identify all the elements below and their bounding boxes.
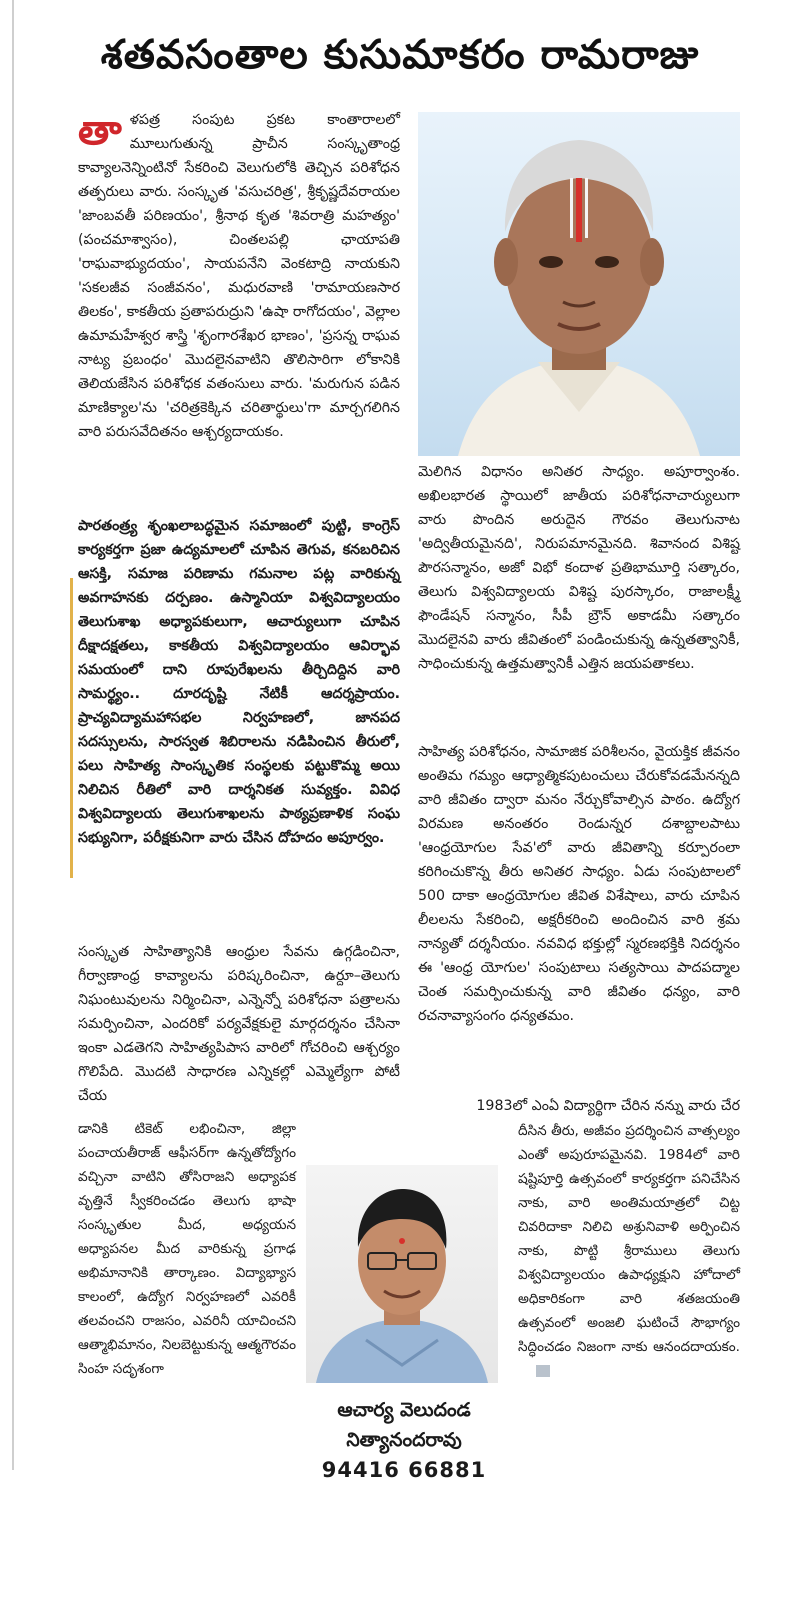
right-column-mid <box>418 740 740 1028</box>
quote-rule <box>70 578 73 878</box>
author-title: ఆచార్య వెలుదండ <box>337 1399 471 1421</box>
right-column <box>418 460 740 676</box>
right-column-narrow <box>518 1119 740 1383</box>
intro-paragraph <box>78 108 400 444</box>
memory-intro: 1983లో ఎంఏ విద్యార్థిగా చేరిన నన్ను వారు చేర <box>476 1098 740 1114</box>
memory-text: దీసిన తీరు, అజీవం ప్రదర్శించిన వాత్సల్యం ఎంతో అపురూపమైనవి. 1984లో వారి షష్టిపూర్తి ఉత్సవంలో కార్యకర్తగా పనిచేసిన నాకు, వారి అంతిమయాత్రలో చిట్ట చివరిదాకా నిలిచి అశ్రునివాళి అర్పించిన నాకు, పొట్టి శ్రీరాములు తెలుగు విశ్వవిద్యాలయం ఉపాధ్యక్షుని హోదాలో అధికారికంగా వారి శతజయంతి ఉత్సవంలో అంజలి ఘటించే సౌభాగ్యం సిద్ధించడం నిజంగా నాకు ఆనందదాయకం. <box>518 1123 740 1355</box>
memory-paragraph <box>518 1119 740 1383</box>
career-paragraph: పారతంత్ర్య శృంఖలాబద్ధమైన సమాజంలో పుట్టి, కాంగ్రెస్ కార్యకర్తగా ప్రజా ఉద్యమాలలో చూపిన తెగువ, కనబరిచిన ఆసక్తి, సమాజ పరిణామ గమనాల పట్ల వారికున్న అవగాహనకు దర్పణం. ఉస్మానియా విశ్వవిద్యాలయం తెలుగుశాఖ అధ్యాపకులుగా, ఆచార్యులుగా చూపిన దీక్షాదక్షతలు, కాకతీయ విశ్వవిద్యాలయం ఆవిర్భావ సమయంలో దాని రూపురేఖలను తీర్చిదిద్దిన వారి సామర్థ్యం.. దూరదృష్టి నేటికీ ఆదర్శప్రాయం. ప్రాచ్యవిద్యామహాసభల నిర్వహణలో, జానపద సదస్సులను, సారస్వత శిబిరాలను నడిపించిన తీరులో, పలు సాహిత్య సాంస్కృతిక సంస్థలకు పట్టుకొమ్మ అయి నిలిచిన రీతిలో వారి దార్శనికత సువ్యక్తం. వివిధ విశ్వవిద్యాలయ తెలుగుశాఖలను పాఠ్యప్రణాళిక సంఘ సభ్యునిగా, పరీక్షకునిగా వారు చేసిన దోహదం అపూర్వం. <box>78 518 400 846</box>
author-photo <box>306 1165 498 1383</box>
left-column-bold <box>78 514 400 850</box>
portrait-ramaraju-icon <box>418 112 740 456</box>
drop-cap: తా <box>78 108 122 154</box>
headline: శతవసంతాల కుసుమాకరం రామరాజు <box>100 32 700 78</box>
honours-paragraph: మెలిగిన విధానం అనితర సాధ్యం. అపూర్వాంశం. అఖిలభారత స్థాయిలో జాతీయ పరిశోధనాచార్యులుగా వారు పొందిన అరుదైన గౌరవం తెలుగునాట 'అద్వితీయమైనది', నిరుపమానమైనది. శివానంద విశిష్ట పౌరసన్మానం, అజో విభో కందాళ ప్రతిభామూర్తి సత్కారం, తెలుగు విశ్వవిద్యాలయ విశిష్ట పురస్కారం, రాజాలక్ష్మీ ఫౌండేషన్ సన్మానం, సీపీ బ్రౌన్ అకాడమీ సత్కారం మొదలైనవి వారు జీవితంలో పండించుకున్న ఉన్నతత్వానికీ, సాధించుకున్న ఉత్తమత్వానికీ ఎత్తిన జయపతాకలు. <box>418 464 740 672</box>
left-column <box>78 108 400 444</box>
left-column-narrow <box>78 1117 296 1381</box>
page-edge <box>12 0 14 1470</box>
yogis-paragraph: సాహిత్య పరిశోధనం, సామాజిక పరిశీలనం, వైయక్తిక జీవనం అంతిమ గమ్యం ఆధ్యాత్మికపుటంచులు చేరుకోవడమేనన్నది వారి జీవితం ద్వారా మనం నేర్చుకోవాల్సిన పాఠం. ఉద్యోగ విరమణ అనంతరం రెండున్నర దశాబ్దాలపాటు 'ఆంధ్రయోగుల సేవ'లో వారు జీవితాన్ని కర్పూరంలా కరిగించుకొన్న తీరు అనితర సాధ్యం. ఏడు సంపుటాలలో 500 దాకా ఆంధ్రయోగుల జీవిత విశేషాలు, వారు చూపిన లీలలను సేకరించి, అక్షరీకరించి అందించిన వారి శ్రమ నాన్యతో దర్శనీయం. నవవిధ భక్తుల్లో స్మరణభక్తికి నిదర్శనం ఈ 'ఆంధ్ర యోగుల' సంపుటాలు సత్యసాయి పాదపద్మాల చెంత సమర్పించుకున్న వారి జీవితం ధన్యం, వారి రచనావ్యాసంగం ధన్యతమం. <box>418 744 740 1024</box>
scholarship-paragraph: సంస్కృత సాహిత్యానికి ఆంధ్రుల సేవను ఉగ్గడించినా, గీర్వాణాంధ్ర కావ్యాలను పరిష్కరించినా, ఉర్దూ–తెలుగు నిఘంటువులను నిర్మించినా, ఎన్నెన్నో పరిశోధనా పత్రాలను సమర్పించినా, ఎందరికో పర్యవేక్షకులై మార్గదర్శనం చేసినా ఇంకా ఎడతెగని సాహిత్యపిపాస వారిలో గోచరించి ఆశ్చర్యం గొలిపేది. మొదటి సాధారణ ఎన్నికల్లో ఎమ్మెల్యేగా పోటీ చేయ <box>78 944 400 1104</box>
author-photo-icon <box>306 1165 498 1383</box>
dedication-paragraph: డానికి టికెట్ లభించినా, జిల్లా పంచాయతీరాజ్ ఆఫీసర్‌గా ఉన్నతోద్యోగం వచ్చినా వాటిని తోసిరాజని అధ్యాపక వృత్తినే స్వీకరించడం తెలుగు భాషా సంస్కృతుల మీద, అధ్యయన అధ్యాపనల మీద వారికున్న ప్రగాఢ అభిమానానికి తార్కాణం. విద్యాభ్యాస కాలంలో, ఉద్యోగ నిర్వహణలో ఎవరికీ తలవంచని రాజసం, ఎవరినీ యాచించని ఆత్మాభిమానం, నిలబెట్టుకున్న ఆత్మగౌరవం సింహ సదృశంగా <box>78 1121 296 1377</box>
portrait-ramaraju <box>418 112 740 456</box>
author-phone: 94416 66881 <box>321 1458 487 1482</box>
right-column-lower <box>426 1094 740 1118</box>
author-name: నిత్యానందరావు <box>346 1429 462 1451</box>
end-mark-icon <box>536 1365 550 1377</box>
left-column-lower <box>78 940 400 1108</box>
author-byline <box>306 1395 502 1485</box>
intro-text: ళపత్ర సంపుట ప్రకట కాంతారాలలో మూలుగుతున్న ప్రాచీన సంస్కృతాంధ్ర కావ్యాలనెన్నింటినో సేకరించి వెలుగులోకి తెచ్చిన పరిశోధన తత్పరులు వారు. సంస్కృత 'వసుచరిత్ర', శ్రీకృష్ణదేవరాయల 'జాంబవతీ పరిణయం', శ్రీనాథ కృత 'శివరాత్రి మహత్యం' (పంచమాశ్వాసం), చింతలపల్లి ఛాయాపతి 'రాఘవాభ్యుదయం', సాయపనేని వెంకటాద్రి నాయకుని 'సకలజీవ సంజీవనం', మధురవాణి 'రామాయణసార తిలకం', కాకతీయ ప్రతాపరుద్రుని 'ఉషా రాగోదయం', వెల్లాల ఉమామహేశ్వర శాస్త్రి 'శృంగారశేఖర భాణం', 'ప్రసన్న రాఘవ నాట్య ప్రబంధం' మొదలైనవాటిని తొలిసారిగా లోకానికి తెలియజేసిన పరిశోధక వతంసులు వారు. 'మరుగున పడిన మాణిక్యాల'ను 'చరిత్రకెక్కిన చరితార్థులు'గా మార్చగలిగిన వారి పరుసవేదితనం ఆశ్చర్యదాయకం. <box>78 112 400 440</box>
